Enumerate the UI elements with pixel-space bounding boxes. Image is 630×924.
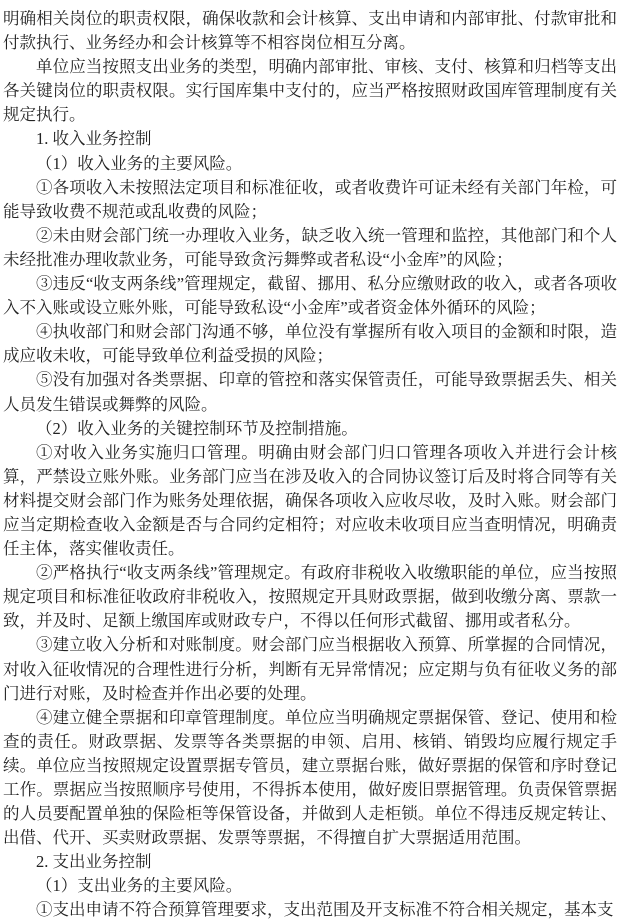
- list-item-income-risk-2: ②未由财会部门统一办理收入业务，缺乏收入统一管理和监控，其他部门和个人未经批准办理收款业务，可能导致贪污舞弊或者私设“小金库”的风险；: [3, 225, 617, 269]
- list-item-income-risk-4: ④执收部门和财会部门沟通不够，单位没有掌握所有收入项目的金额和时限，造成应收未收，可能导致单位利益受损的风险；: [3, 322, 617, 366]
- list-item-income-risk-1: ①各项收入未按照法定项目和标准征收，或者收费许可证未经有关部门年检，可能导致收费不规范或乱收费的风险；: [3, 177, 617, 221]
- section-heading-income-control: 1. 收入业务控制: [36, 129, 152, 149]
- subsection-heading-income-controls: （2）收入业务的关键控制环节及控制措施。: [36, 418, 358, 438]
- list-item-income-control-2: ②严格执行“收支两条线”管理规定。有政府非税收入收缴职能的单位，应当按照规定项目和标准征收政府非税收入，按照规定开具财政票据，做到收缴分离、票款一致，并及时、足额上缴国库或财政专户，不得以任何形式截留、挪用或者私分。: [3, 563, 617, 631]
- section-heading-expenditure-control: 2. 支出业务控制: [36, 852, 152, 872]
- list-item-expenditure-risk-1: ①支出申请不符合预算管理要求，支出范围及开支标准不符合相关规定，基本支: [36, 900, 614, 920]
- subsection-heading-income-risks: （1）收入业务的主要风险。: [36, 153, 243, 173]
- list-item-income-control-1: ①对收入业务实施归口管理。明确由财会部门归口管理各项收入并进行会计核算，严禁设立账外账。业务部门应当在涉及收入的合同协议签订后及时将合同等有关材料提交财会部门作为账务处理依据，确保各项收入应收尽收，及时入账。财会部门应当定期检查收入金额是否与合同约定相符；对应收未收项目应当查明情况，明确责任主体，落实催收责任。: [3, 442, 617, 559]
- list-item-income-control-3: ③建立收入分析和对账制度。财会部门应当根据收入预算、所掌握的合同情况，对收入征收情况的合理性进行分析，判断有无异常情况；应定期与负有征收义务的部门进行对账，及时检查并作出必要的处理。: [3, 635, 617, 703]
- list-item-income-risk-5: ⑤没有加强对各类票据、印章的管控和落实保管责任，可能导致票据丢失、相关人员发生错误或舞弊的风险。: [3, 370, 617, 414]
- subsection-heading-expenditure-risks: （1）支出业务的主要风险。: [36, 876, 243, 896]
- paragraph: 单位应当按照支出业务的类型，明确内部审批、审核、支付、核算和归档等支出各关键岗位的职责权限。实行国库集中支付的，应当严格按照财政国库管理制度有关规定执行。: [3, 57, 617, 125]
- list-item-income-risk-3: ③违反“收支两条线”管理规定，截留、挪用、私分应缴财政的收入，或者各项收入不入账或设立账外账，可能导致私设“小金库”或者资金体外循环的风险；: [3, 274, 617, 318]
- paragraph-continuation: 明确相关岗位的职责权限，确保收款和会计核算、支出申请和内部审批、付款审批和付款执行、业务经办和会计核算等不相容岗位相互分离。: [3, 9, 617, 53]
- list-item-income-control-4: ④建立健全票据和印章管理制度。单位应当明确规定票据保管、登记、使用和检查的责任。财政票据、发票等各类票据的申领、启用、核销、销毁均应履行规定手续。单位应当按照规定设置票据专管员，建立票据台账，做好票据的保管和序时登记工作。票据应当按照顺序号使用，不得拆本使用，做好废旧票据管理。负责保管票据的人员要配置单独的保险柜等保管设备，并做到人走柜锁。单位不得违反规定转让、出借、代开、买卖财政票据、发票等票据，不得擅自扩大票据适用范围。: [3, 707, 617, 848]
